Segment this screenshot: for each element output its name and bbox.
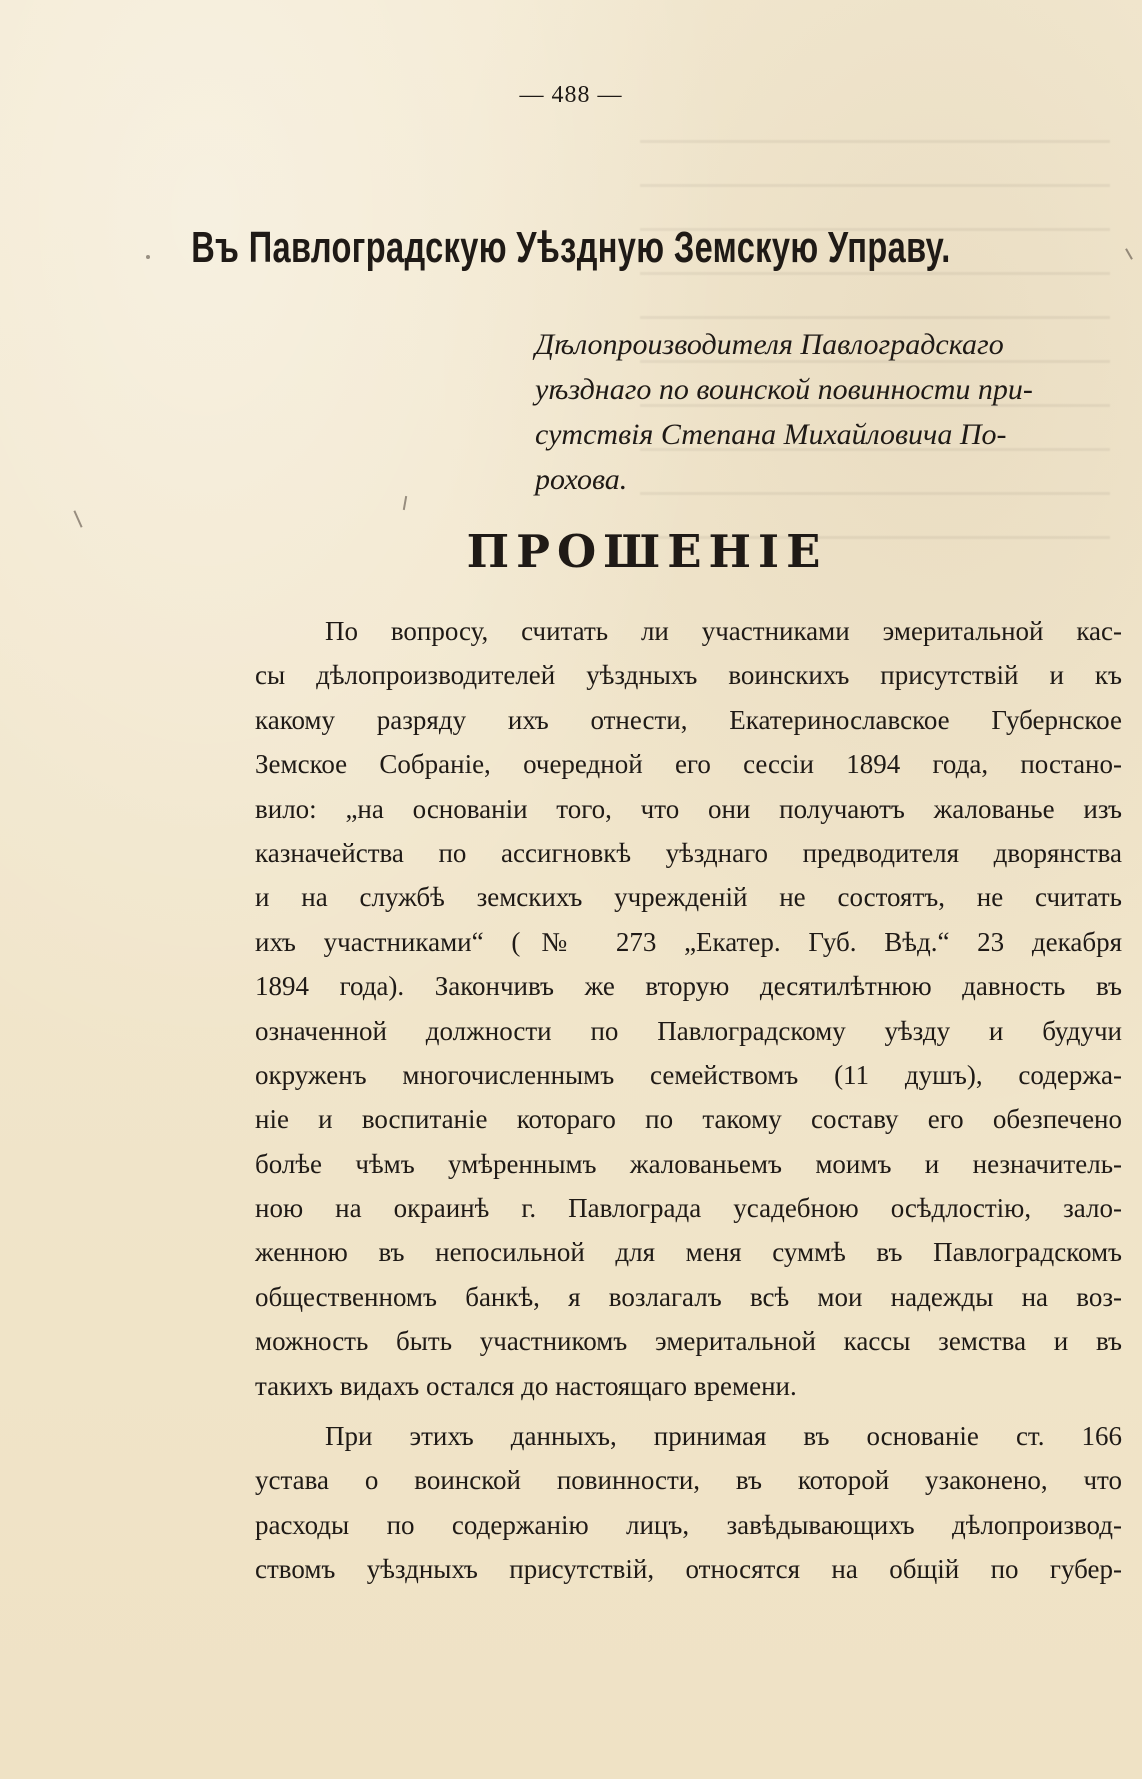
text-line: болѣе чѣмъ умѣреннымъ жалованьемъ моимъ и незначитель- (255, 1148, 1122, 1179)
text-line: При этихъ данныхъ, принимая въ основаніе ст. 166 (325, 1421, 1122, 1452)
text-line: расходы по содержанію лицъ, завѣдывающихъ дѣлопроизвод- (255, 1509, 1122, 1540)
ink-stroke (1125, 248, 1133, 259)
text-line: какому разряду ихъ отнести, Екатеринославское Губернское (255, 704, 1122, 735)
text-line: ствомъ уѣздныхъ присутствій, относятся на общій по губер- (255, 1554, 1122, 1585)
text-line: 1894 года). Закончивъ же вторую десятилѣтнюю давность въ (255, 971, 1122, 1002)
text-line: сы дѣлопроизводителей уѣздныхъ воинскихъ присутствій и къ (255, 660, 1122, 691)
text-line: По вопросу, считать ли участниками эмеритальной кас- (325, 616, 1122, 646)
document-title: ПРОШЕНІЕ (466, 525, 828, 578)
attribution-block (535, 322, 1124, 502)
paragraph (255, 1414, 1122, 1592)
text-line: ихъ участниками“ (№ 273 „Екатер. Губ. Вѣд.“ 23 декабря (255, 926, 1122, 957)
page-number: — 488 — (519, 82, 623, 108)
text-line: ніе и воспитаніе котораго по такому составу его обезпечено (255, 1104, 1122, 1135)
text-line: такихъ видахъ остался до настоящаго времени. (255, 1370, 797, 1401)
ink-stroke (403, 496, 407, 510)
text-line: ною на окраинѣ г. Павлограда усадебною осѣдлостію, зало- (255, 1193, 1122, 1224)
attribution-line: сутствія Степана Михайловича По- (535, 418, 1007, 451)
text-line: казначейства по ассигновкѣ уѣзднаго предводителя дворянства (255, 837, 1122, 868)
body-text (255, 609, 1122, 1592)
text-line: вило: „на основаніи того, что они получаютъ жалованье изъ (255, 793, 1122, 824)
text-line: общественномъ банкѣ, я возлагалъ всѣ мои надежды на воз- (255, 1281, 1122, 1312)
text-line: Земское Собраніе, очередной его сессіи 1894 года, постано- (255, 749, 1122, 780)
text-line: окруженъ многочисленнымъ семействомъ (11 душъ), содержа- (255, 1059, 1122, 1090)
text-line: и на службѣ земскихъ учрежденій не состоятъ, не считать (255, 882, 1122, 913)
attribution-line: уѣзднаго по воинской повинности при- (535, 373, 1033, 406)
addressee-heading: Въ Павлоградскую Уѣздную Земскую Управу. (191, 223, 951, 272)
text-line: женною въ непосильной для меня суммѣ въ Павлоградскомъ (255, 1237, 1122, 1268)
text-line: можность быть участникомъ эмеритальной кассы земства и въ (255, 1326, 1122, 1357)
attribution-line: рохова. (535, 463, 628, 496)
text-line: означенной должности по Павлоградскому уѣзду и будучи (255, 1015, 1122, 1046)
attribution-line: Дѣлопроизводителя Павлоградскаго (535, 328, 1004, 361)
text-line: устава о воинской повинности, въ которой узаконено, что (255, 1465, 1122, 1496)
paragraph (255, 609, 1122, 1408)
